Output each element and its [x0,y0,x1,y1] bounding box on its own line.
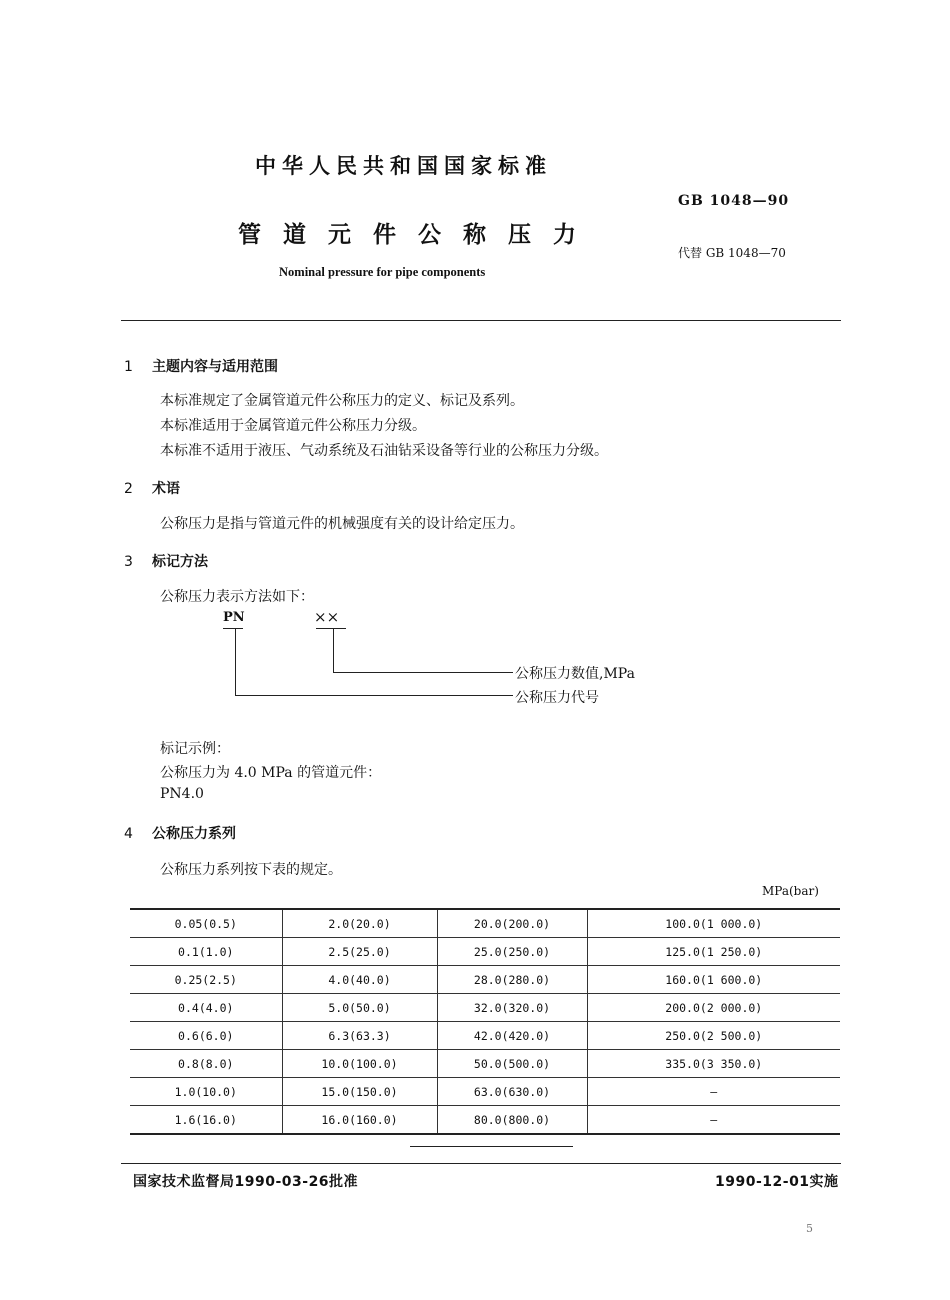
table-cell: 0.1(1.0) [130,938,282,966]
table-cell: 2.0(20.0) [282,909,437,938]
table-cell: 2.5(25.0) [282,938,437,966]
section-1-title: 主题内容与适用范围 [152,359,278,375]
example-value: PN4.0 [160,786,204,802]
nominal-pressure-table [130,908,840,1135]
table-cell: 6.3(63.3) [282,1022,437,1050]
section-1-number: 1 [124,359,133,375]
diagram-code-label: 公称压力代号 [515,690,599,706]
national-standard-heading: 中华人民共和国国家标准 [255,154,552,178]
section-1-para-1: 本标准规定了金属管道元件公称压力的定义、标记及系列。 [160,393,524,409]
diagram-pn-leader [235,695,513,696]
section-3-number: 3 [124,554,133,570]
section-4-intro: 公称压力系列按下表的规定。 [160,862,342,878]
table-cell: 125.0(1 250.0) [587,938,840,966]
section-2-heading [124,478,180,498]
footer-divider [121,1163,841,1164]
table-cell: 100.0(1 000.0) [587,909,840,938]
table-row [130,1106,840,1135]
table-row [130,1078,840,1106]
table-cell: 0.8(8.0) [130,1050,282,1078]
document-subtitle-en: Nominal pressure for pipe components [279,265,486,279]
table-cell: 1.6(16.0) [130,1106,282,1135]
table-cell: 335.0(3 350.0) [587,1050,840,1078]
section-3-intro: 公称压力表示方法如下： [160,589,314,605]
diagram-pn-label: PN [223,610,245,625]
table-row [130,966,840,994]
diagram-xx-leader [333,672,513,673]
table-cell: 32.0(320.0) [437,994,587,1022]
diagram-pn-underline [223,628,243,629]
example-line: 公称压力为 4.0 MPa 的管道元件： [160,765,382,781]
header-divider [121,320,841,321]
table-cell: 15.0(150.0) [282,1078,437,1106]
table-cell: 160.0(1 600.0) [587,966,840,994]
table-cell: 42.0(420.0) [437,1022,587,1050]
table-cell: 16.0(160.0) [282,1106,437,1135]
document-title: 管道元件公称压力 [238,222,598,248]
table-row [130,1022,840,1050]
table-row [130,909,840,938]
section-2-number: 2 [124,481,133,497]
table-cell: 50.0(500.0) [437,1050,587,1078]
approval-info: 国家技术监督局1990-03-26批准 [133,1174,359,1190]
table-cell: 20.0(200.0) [437,909,587,938]
table-cell: 28.0(280.0) [437,966,587,994]
table-cell: — [587,1078,840,1106]
section-4-number: 4 [124,826,133,842]
table-cell: 0.4(4.0) [130,994,282,1022]
standard-number: GB 1048—90 [678,193,790,209]
section-2-title: 术语 [152,481,180,497]
table-end-divider [410,1146,573,1147]
table-cell: 1.0(10.0) [130,1078,282,1106]
section-1-para-3: 本标准不适用于液压、气动系统及石油钻采设备等行业的公称压力分级。 [160,443,608,459]
table-cell: — [587,1106,840,1135]
diagram-xx-label: ×× [314,608,340,626]
section-2-para-1: 公称压力是指与管道元件的机械强度有关的设计给定压力。 [160,516,524,532]
table-row [130,1050,840,1078]
example-label: 标记示例： [160,741,230,757]
diagram-xx-stem [333,628,334,673]
section-4-title: 公称压力系列 [152,826,236,842]
diagram-value-label: 公称压力数值,MPa [515,666,635,682]
table-row [130,938,840,966]
replaces-standard: 代替 GB 1048—70 [678,246,786,260]
section-1-heading [124,356,278,376]
table-unit-label: MPa(bar) [762,884,819,898]
table-cell: 200.0(2 000.0) [587,994,840,1022]
table-cell: 0.05(0.5) [130,909,282,938]
table-cell: 0.6(6.0) [130,1022,282,1050]
section-3-title: 标记方法 [152,554,208,570]
table-cell: 4.0(40.0) [282,966,437,994]
table-cell: 0.25(2.5) [130,966,282,994]
table-row [130,994,840,1022]
table-cell: 25.0(250.0) [437,938,587,966]
table-cell: 63.0(630.0) [437,1078,587,1106]
table-cell: 80.0(800.0) [437,1106,587,1135]
page-number: 5 [806,1222,813,1235]
section-1-para-2: 本标准适用于金属管道元件公称压力分级。 [160,418,426,434]
table-cell: 10.0(100.0) [282,1050,437,1078]
section-4-heading [124,823,236,843]
effective-date: 1990-12-01实施 [715,1174,839,1190]
table-cell: 5.0(50.0) [282,994,437,1022]
diagram-pn-stem [235,628,236,696]
section-3-heading [124,551,208,571]
diagram-xx-underline [316,628,346,629]
table-cell: 250.0(2 500.0) [587,1022,840,1050]
